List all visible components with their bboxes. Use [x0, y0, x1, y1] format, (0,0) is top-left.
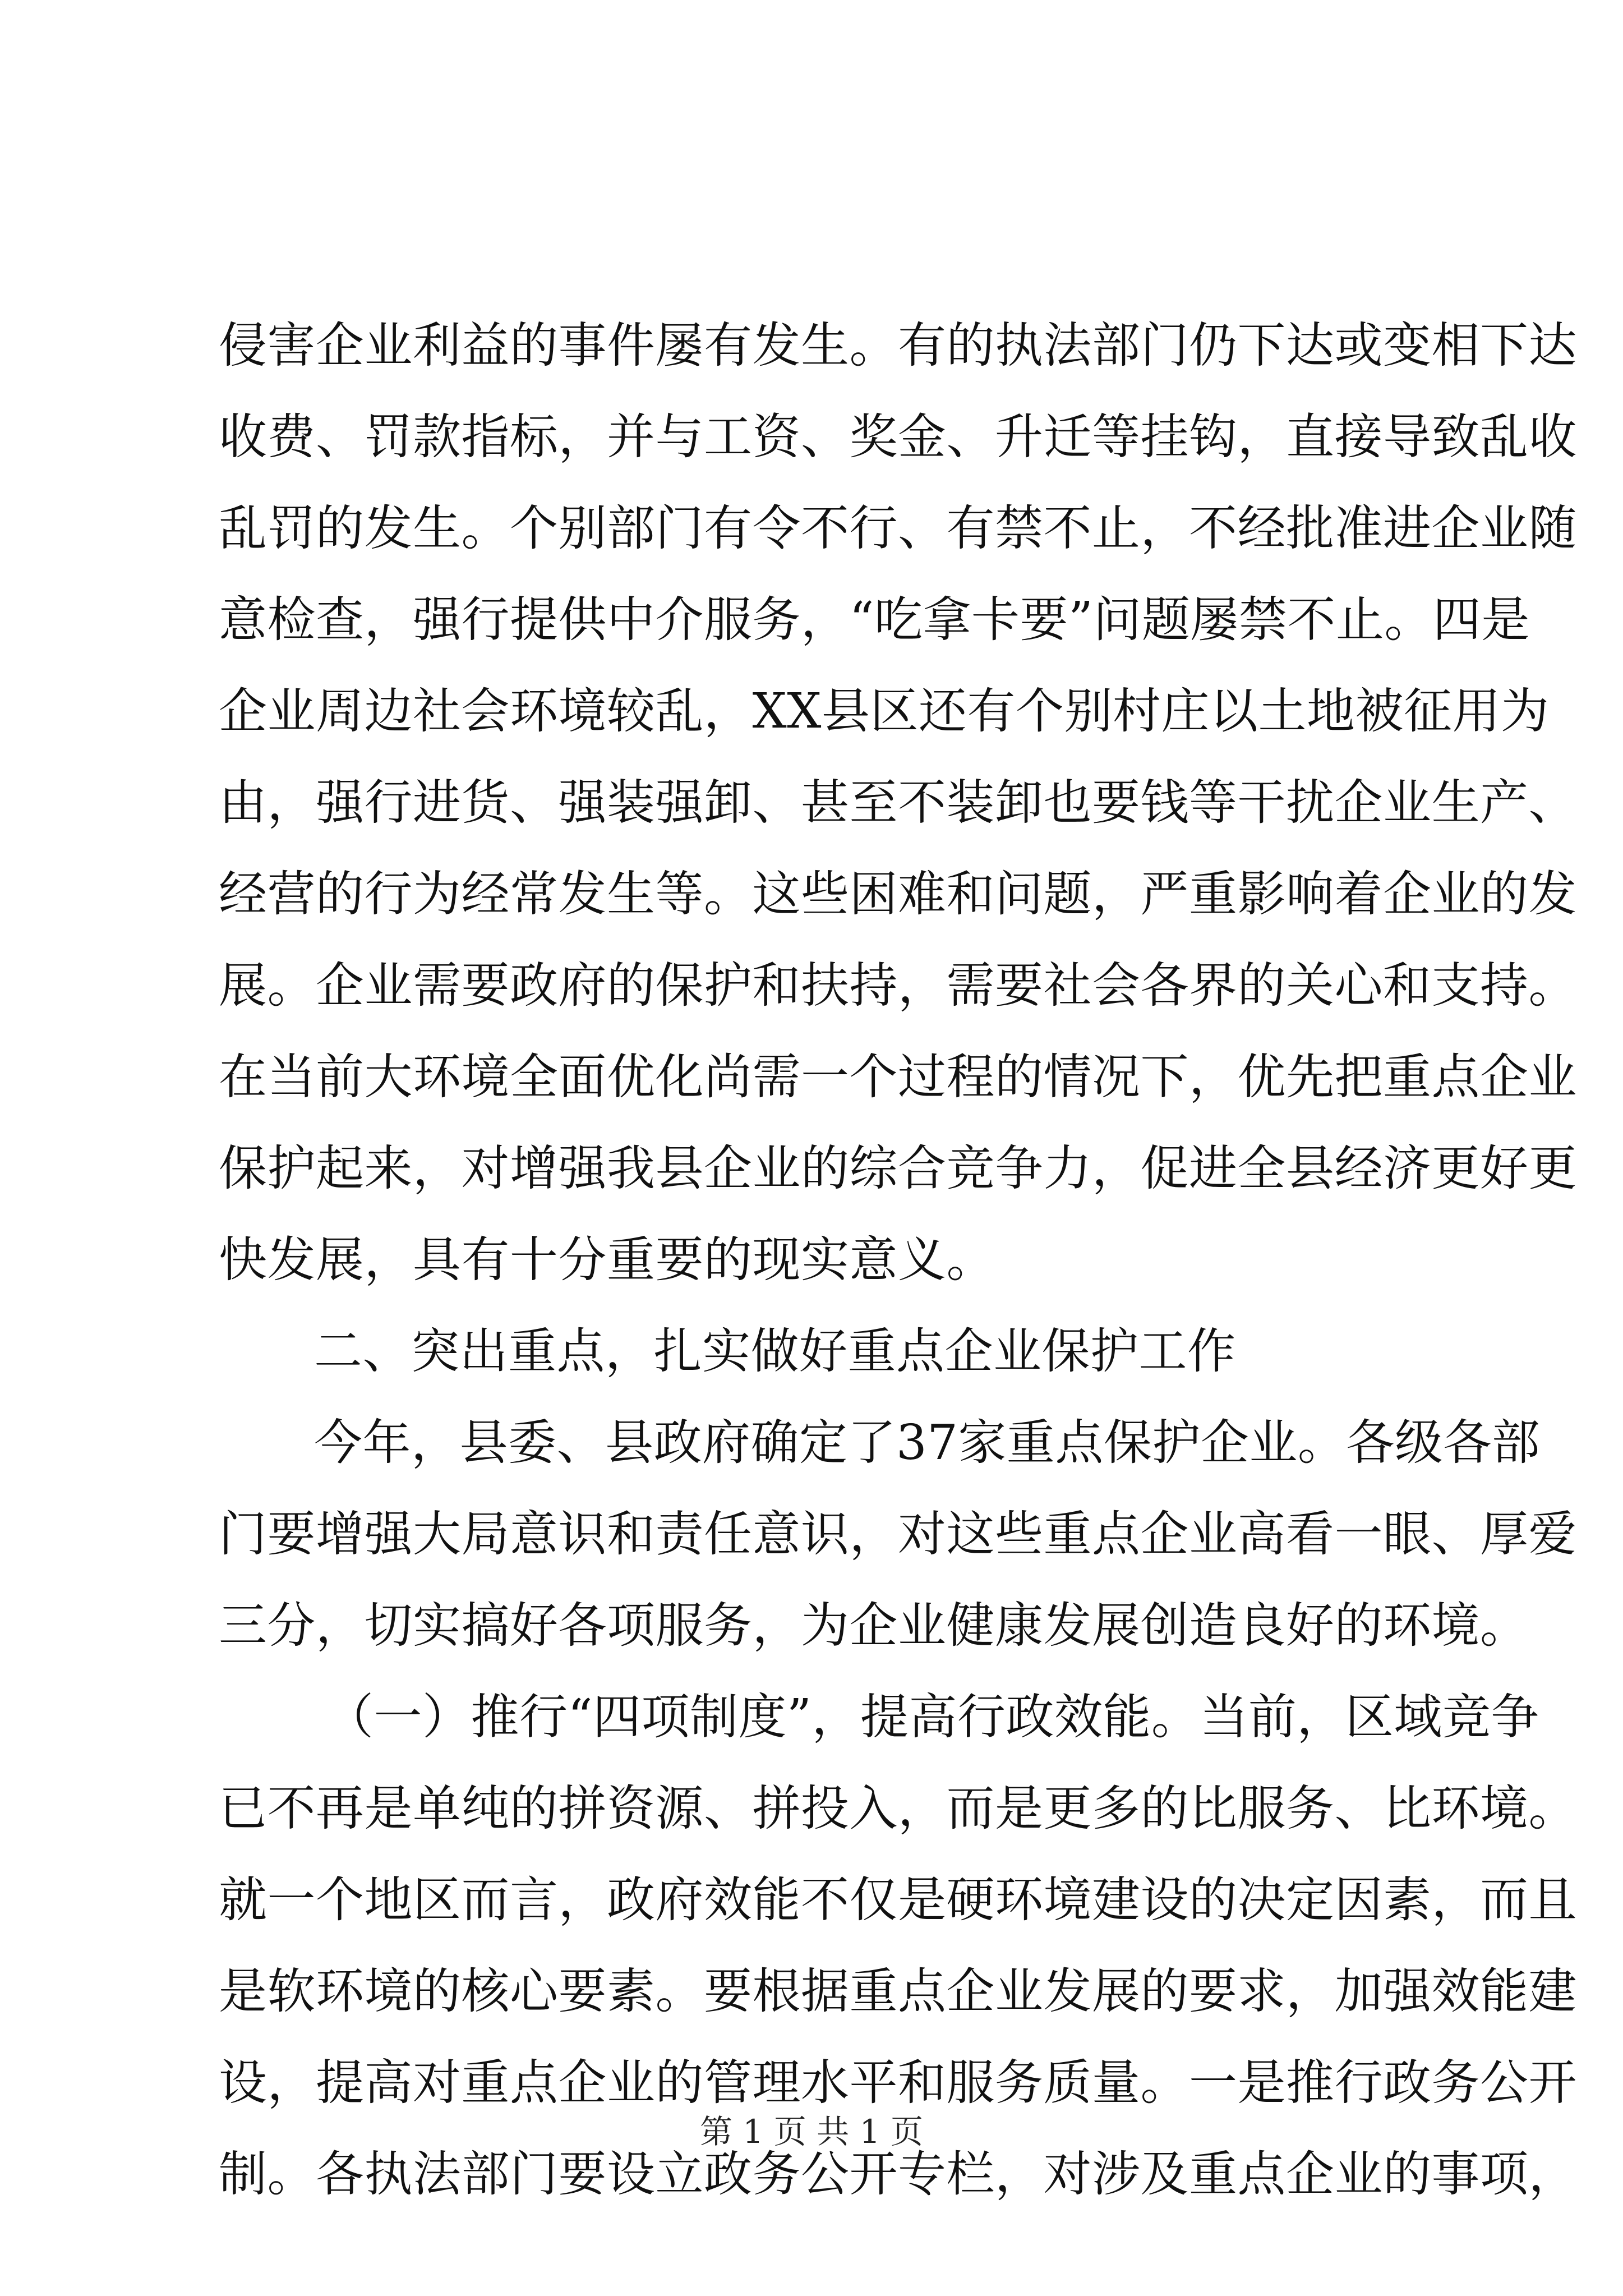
text-line: 在当前大环境全面优化尚需一个过程的情况下，优先把重点企业 [219, 1049, 1577, 1105]
section-heading: 二、突出重点，扎实做好重点企业保护工作 [314, 1323, 1236, 1379]
text-line: 由，强行进货、强装强卸、甚至不装卸也要钱等干扰企业生产、 [219, 775, 1577, 831]
page-footer: 第 1 页 共 1 页 [700, 2113, 923, 2151]
document-body [219, 300, 1577, 2220]
text-line: 意检查，强行提供中介服务，“吃拿卡要”问题屡禁不止。四是 [219, 592, 1530, 648]
text-line: 乱罚的发生。个别部门有令不行、有禁不止，不经批准进企业随 [219, 500, 1577, 556]
text-line: 保护起来，对增强我县企业的综合竞争力，促进全县经济更好更 [219, 1140, 1577, 1197]
text-line: 就一个地区而言，政府效能不仅是硬环境建设的决定因素，而且 [219, 1872, 1577, 1928]
subsection-line: （一）推行“四项制度”，提高行政效能。当前，区域竞争 [325, 1689, 1539, 1745]
text-line: 侵害企业利益的事件屡有发生。有的执法部门仍下达或变相下达 [219, 318, 1577, 374]
text-line: 快发展，具有十分重要的现实意义。 [219, 1232, 995, 1288]
text-line: 制。各执法部门要设立政务公开专栏，对涉及重点企业的事项， [219, 2146, 1577, 2202]
text-line: 经营的行为经常发生等。这些困难和问题，严重影响着企业的发 [219, 866, 1577, 922]
text-line: 企业周边社会环境较乱，XX县区还有个别村庄以土地被征用为 [219, 683, 1550, 739]
text-line: 门要增强大局意识和责任意识，对这些重点企业高看一眼、厚爱 [219, 1506, 1577, 1562]
text-line: 今年，县委、县政府确定了37家重点保护企业。各级各部 [314, 1415, 1541, 1471]
text-line: 收费、罚款指标，并与工资、奖金、升迁等挂钩，直接导致乱收 [219, 409, 1577, 465]
text-line: 三分，切实搞好各项服务，为企业健康发展创造良好的环境。 [219, 1598, 1529, 1654]
text-line: 展。企业需要政府的保护和扶持，需要社会各界的关心和支持。 [219, 958, 1577, 1014]
text-line: 是软环境的核心要素。要根据重点企业发展的要求，加强效能建 [219, 1963, 1577, 2019]
text-line: 已不再是单纯的拼资源、拼投入，而是更多的比服务、比环境。 [219, 1780, 1577, 1837]
text-line: 设，提高对重点企业的管理水平和服务质量。一是推行政务公开 [219, 2055, 1577, 2111]
